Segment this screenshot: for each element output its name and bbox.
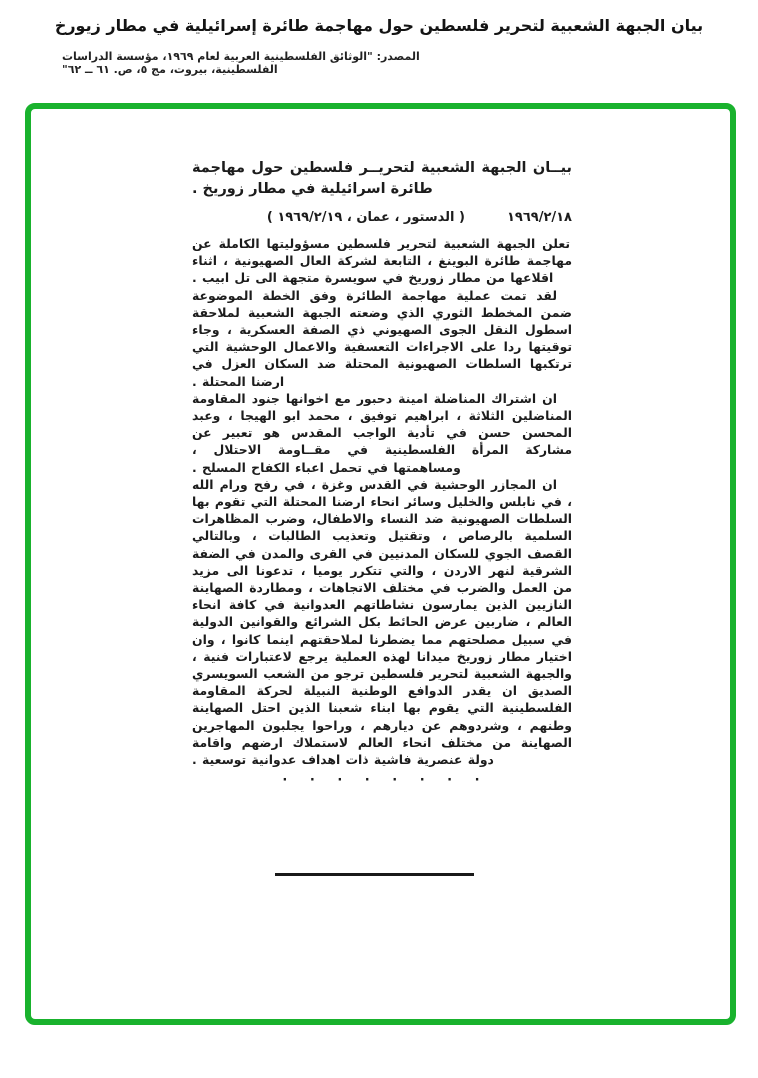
document-date: ١٩٦٩/٢/١٨	[506, 210, 572, 225]
scanned-document	[192, 158, 572, 788]
document-paragraph: لقد تمت عملية مهاجمة الطائرة وفق الخطة الموضوعة ضمن المخطط الثوري الذي وضعته الجبهة الشعبية لملاحقة اسطول النقل الجوى الصهيوني ذي الصفة العسكرية ، وجاء توقيتها ردا على الاجراءات التعسفية والاعمال الوحشية التي ترتكبها السلطات الصهيونية المحتلة ضد السكان العزل في ارضنا المحتلة .	[192, 287, 572, 389]
document-dateline	[192, 210, 572, 225]
document-paragraph: ان المجازر الوحشية في القدس وغزة ، في رفح ورام الله ، في نابلس والخليل وسائر انحاء ارضنا المحتلة التي تقوم بها السلطات الصهيونية ضد النساء والاطفال، وضرب المظاهرات السلمية بالرصاص ، وتقتيل وتعذيب الطالبات ، وبالتالي القصف الجوي للسكان المدنيين في القرى والمدن في الضفة الشرقية لنهر الاردن ، والتي تتكرر يوميا ، تدعونا الى مزيد من العمل والضرب في مختلف الاتجاهات ، ومطاردة الصهاينة النازيين الذين يمارسون نشاطاتهم العدوانية في كافة انحاء العالم ، ضاربين عرض الحائط بكل الشرائع والقوانين الدولية في سبيل مصلحتهم مما يضطرنا لملاحقتهم اينما كانوا ، وان اختيار مطار زوريخ ميدانا لهذه العملية يرجع لاعتبارات فنية ، والجبهة الشعبية لتحرير فلسطين ترجو من الشعب السويسري الصديق ان يقدر الدوافع الوطنية النبيلة لحركة المقاومة الفلسطينية التي يقوم بها ابناء شعبنا الذين احتل الصهاينة وطنهم ، وشردوهم عن ديارهم ، وراحوا يجلبون المهاجرين الصهاينة من مختلف انحاء العالم لاستملاك ارضهم واقامة دولة عنصرية فاشية ذات اهداف عدوانية توسعية .	[192, 476, 572, 768]
document-paragraph: ان اشتراك المناضلة امينة دحبور مع اخوانها جنود المقاومة المناضلين الثلاثة ، ابراهيم توفيق ، محمد ابو الهيجا ، وعبد المحسن حسن في تأدية الواجب المقدس هو تعبير عن مشاركة المرأة الفلسطينية في مقــاومة الاحتلال ، ومساهمتها في تحمل اعباء الكفاح المسلح .	[192, 390, 572, 475]
document-title: بيــان الجبهة الشعبية لتحريــر فلسطين حول مهاجمة طائرة اسرائيلية في مطار زوريخ .	[192, 160, 572, 197]
source-citation: المصدر: "الوثائق الفلسطينية العربية لعام ١٩٦٩، مؤسسة الدراسات الفلسطينية، بيروت، مج ٥، ص. ٦١ ــ ٦٢"	[62, 50, 420, 76]
document-body	[192, 235, 572, 768]
footer-divider-line	[275, 873, 474, 876]
publication-reference: ( الدستور ، عمان ، ١٩٦٩/٢/١٩ )	[266, 210, 465, 225]
page-title: بيان الجبهة الشعبية لتحرير فلسطين حول مهاجمة طائرة إسرائيلية في مطار زيورخ	[54, 16, 704, 35]
document-paragraph: تعلن الجبهة الشعبية لتحرير فلسطين مسؤوليتها الكاملة عن مهاجمة طائرة البوينغ ، التابعة لشركة العال الصهيونية ، اثناء اقلاعها من مطار زوريخ في سويسرة متجهة الى تل ابيب .	[192, 236, 572, 286]
section-end-dots: · · · · · · · ·	[282, 773, 482, 789]
